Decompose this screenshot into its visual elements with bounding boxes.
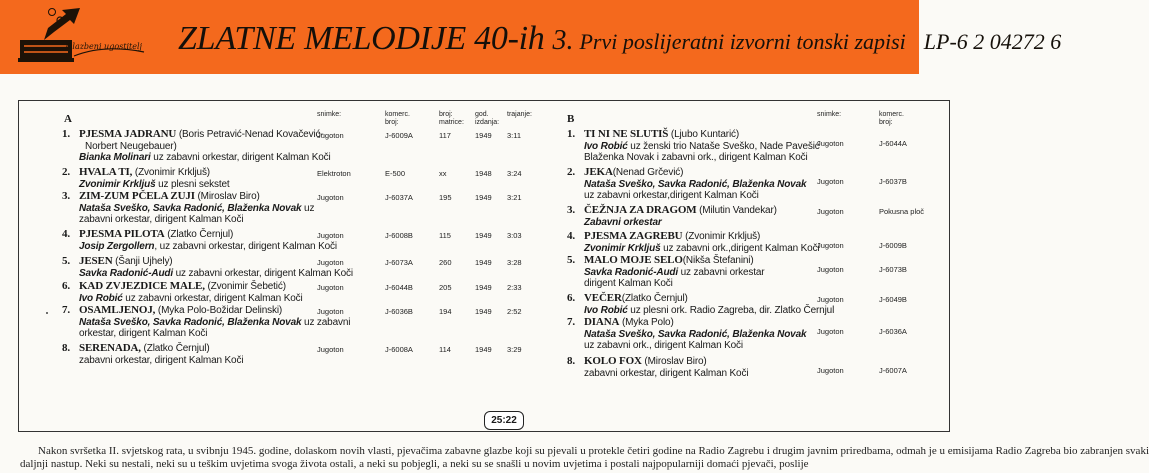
track-body: [79, 305, 350, 340]
header-banner: [0, 0, 1062, 74]
track-title: VEČER: [584, 292, 622, 304]
track-performer: Nataša Sveško, Savka Radonić, Blaženka Novak: [79, 202, 302, 214]
track-number: 3.: [62, 190, 70, 202]
col-snimke-a: snimke:: [317, 111, 342, 118]
matrix-number: 117: [439, 131, 451, 140]
release-year: 1949: [475, 231, 492, 240]
track-performer: Nataša Sveško, Savka Radonić, Blaženka Novak: [79, 316, 302, 328]
track-title: PJESMA PILOTA: [79, 228, 165, 240]
track-credits-continued: zabavni orkestar, dirigent Kalman Koči: [584, 367, 749, 379]
track-title: JEKA: [584, 166, 613, 178]
track-body: [584, 231, 820, 254]
track-duration: 3:21: [507, 193, 522, 202]
track-accompaniment-continued: zabavni orkestar, dirigent Kalman Koči: [79, 214, 244, 225]
record-label: Jugoton: [317, 131, 344, 140]
track-accompaniment-continued: uz zabavni ork., dirigent Kalman Koči: [584, 340, 743, 351]
release-year: 1949: [475, 307, 492, 316]
track-performer: Zvonimir Krkljuš: [79, 178, 156, 190]
track-credits: (Nenad Grčević): [612, 167, 684, 178]
track-title: KAD ZVJEZDICE MALE,: [79, 280, 205, 292]
track-title-line: [584, 356, 748, 368]
track-title: TI NI NE SLUTIŠ: [584, 128, 669, 140]
track-body: [79, 281, 303, 304]
record-label: Elektroton: [317, 169, 351, 178]
record-label: Jugoton: [317, 258, 344, 267]
track-accompaniment: uz zabavni orkestar, dirigent Kalman Koči: [150, 152, 331, 163]
track-duration: 3:03: [507, 231, 522, 240]
track-number: 7.: [567, 316, 575, 328]
record-label: Jugoton: [817, 295, 844, 304]
track-accompaniment: uz plesni ork. Radio Zagreba, dir. Zlatko Černjul: [627, 304, 835, 316]
liner-notes-line-1: Nakon svršetka II. svjetskog rata, u svibnju 1945. godine, dolaskom novih vlasti, pjevačima zabavne glazbe koji su pjevali u protekle četiri godine na Radio Zagrebu i drugim javnim priredbama, odmah je u emisijama Radio Zagreba bio zabranjen svaki: [38, 445, 1149, 457]
catalog-number: J-6044A: [879, 139, 907, 148]
track-body: [584, 167, 806, 202]
track-body: [584, 317, 806, 352]
matrix-number: 114: [439, 345, 451, 354]
release-year: 1949: [475, 283, 492, 292]
catalog-number: Pokusna ploč: [879, 207, 925, 216]
title-volume: 3.: [552, 25, 574, 56]
catalog-number: J-6036B: [385, 307, 413, 316]
track-title-line: [584, 293, 834, 305]
track-performer-line: [79, 203, 314, 215]
track-duration: 3:24: [507, 169, 522, 178]
track-performer-line: [584, 305, 834, 317]
catalog-number: J-6009B: [879, 241, 907, 250]
liner-notes-line-2: daljnji nastup. Neki su nestali, neki su u teškim uvjetima svoga života ostali, a neki su pobjegli, a neki su se snašli u novim uvjetima i postali najpopularniji domaći pjevači, poslije: [20, 458, 809, 470]
title-main: ZLATNE MELODIJE 40-ih: [178, 20, 545, 57]
catalog-number: J-6036A: [879, 327, 907, 336]
track-performer-line: [584, 217, 777, 229]
release-year: 1948: [475, 169, 492, 178]
track-title: HVALA TI,: [79, 166, 133, 178]
record-label: Jugoton: [317, 283, 344, 292]
track-number: 2.: [62, 166, 70, 178]
catalog-number: J-6073B: [879, 265, 907, 274]
track-title-line: [79, 167, 230, 179]
track-title-line: [79, 343, 243, 355]
track-credits: (Zvonimir Krkljuš): [682, 231, 761, 242]
track-performer: Ivo Robić: [79, 292, 123, 304]
release-year: 1949: [475, 131, 492, 140]
track-performer-line: [79, 241, 337, 253]
matrix-number: 205: [439, 283, 452, 292]
record-label: Jugoton: [817, 265, 844, 274]
matrix-number: 115: [439, 231, 451, 240]
track-title-line: [79, 281, 303, 293]
track-body: [584, 255, 765, 290]
record-label: Jugoton: [817, 241, 844, 250]
track-body: [79, 129, 331, 164]
track-performer: Savka Radonić-Audi: [584, 266, 678, 278]
track-number: 8.: [567, 355, 575, 367]
col-snimke-b: snimke:: [817, 111, 842, 118]
track-accompaniment: uz: [301, 202, 315, 214]
record-label: Jugoton: [317, 345, 344, 354]
catalog-number: J-6037A: [385, 193, 413, 202]
track-number: 3.: [567, 204, 575, 216]
track-performer: Bianka Molinari: [79, 152, 151, 163]
track-performer-line: [584, 243, 820, 255]
track-duration: 2:33: [507, 283, 522, 292]
track-credits: (Myka Polo-Božidar Delinski): [155, 305, 283, 316]
track-performer-line: [584, 329, 806, 341]
track-title: ČEŽNJA ZA DRAGOM: [584, 204, 697, 216]
matrix-number: 194: [439, 307, 452, 316]
record-label: Jugoton: [817, 207, 844, 216]
track-number: 7.: [62, 304, 70, 316]
track-number: 1.: [567, 128, 575, 140]
gramophone-logo-icon: [14, 6, 154, 68]
record-label: Jugoton: [317, 307, 344, 316]
record-label: Jugoton: [817, 139, 844, 148]
track-title-line: [79, 305, 350, 317]
track-accompaniment: uz zabavni ork.,dirigent Kalman Koči: [660, 242, 820, 254]
track-number: 1.: [62, 128, 70, 140]
track-performer-line: [584, 267, 765, 279]
catalog-number: J-6008B: [385, 231, 413, 240]
track-credits: (Zlatko Černjul): [621, 293, 688, 304]
record-label: Jugoton: [317, 231, 344, 240]
track-accompaniment: uz plesni sekstet: [155, 178, 230, 190]
release-year: 1949: [475, 345, 492, 354]
track-body: [584, 356, 748, 379]
col-trajanje-a: trajanje:: [507, 111, 532, 118]
side-b-label: B: [567, 113, 575, 125]
total-duration-badge: 25:22: [484, 411, 524, 430]
matrix-number: xx: [439, 169, 447, 178]
track-title-line: [584, 317, 806, 329]
track-body: [79, 256, 353, 279]
album-title: [178, 20, 1061, 58]
track-title: DIANA: [584, 316, 620, 328]
track-accompaniment: , uz zabavni orkestar, dirigent Kalman Koči: [154, 240, 337, 252]
track-title: ZIM-ZUM PČELA ZUJI: [79, 190, 195, 202]
track-title-line: [79, 129, 331, 141]
track-body: [79, 229, 337, 252]
track-credits-continued: zabavni orkestar, dirigent Kalman Koči: [79, 354, 244, 366]
track-number: 6.: [62, 280, 70, 292]
track-credits-continued: Norbert Neugebauer): [85, 140, 177, 152]
track-accompaniment: uz ženski trio Nataše Sveško, Nade Pavešić: [627, 140, 820, 152]
track-credits: (Milutin Vandekar): [696, 205, 777, 216]
track-number: 2.: [567, 166, 575, 178]
track-performer-line: [79, 152, 331, 164]
catalog-number: J-6073A: [385, 258, 413, 267]
release-year: 1949: [475, 258, 492, 267]
track-title: OSAMLJENOJ,: [79, 304, 156, 316]
track-body: [584, 293, 834, 316]
track-accompaniment-continued: orkestar, dirigent Kalman Koči: [79, 328, 208, 339]
track-title-line: [79, 256, 353, 268]
track-credits: (Miroslav Biro): [641, 356, 707, 367]
track-title-line: [584, 255, 765, 267]
track-title-line: [79, 191, 314, 203]
track-credits: (Šanji Ujhely): [112, 256, 173, 267]
track-title-line: [584, 129, 820, 141]
track-duration: 3:29: [507, 345, 522, 354]
track-performer-line: [584, 141, 820, 153]
track-accompaniment: uz zabavni orkestar, dirigent Kalman Koči: [122, 292, 303, 304]
track-performer-line: [79, 317, 350, 329]
track-credits: (Zlatko Černjul): [164, 229, 234, 240]
track-number: 4.: [62, 228, 70, 240]
track-performer: Ivo Robić: [584, 140, 628, 152]
track-performer: Josip Zergollern: [79, 240, 155, 252]
track-duration: 2:52: [507, 307, 522, 316]
track-title-line: [584, 167, 806, 179]
track-credits: (Zlatko Černjul): [140, 343, 210, 354]
track-number: 8.: [62, 342, 70, 354]
track-title: KOLO FOX: [584, 355, 642, 367]
logo-brand-text: Glazbeni ugostitelj: [66, 42, 142, 51]
track-accompaniment: uz zabavni: [301, 316, 351, 328]
track-title: PJESMA ZAGREBU: [584, 230, 683, 242]
bullet-mark: [46, 312, 48, 314]
track-accompaniment-continued: dirigent Kalman Koči: [584, 278, 673, 289]
record-label: Jugoton: [317, 193, 344, 202]
matrix-number: 195: [439, 193, 452, 202]
track-performer-line: [584, 179, 806, 191]
release-year: 1949: [475, 193, 492, 202]
catalog-number: J-6037B: [879, 177, 907, 186]
track-title-line: [584, 231, 820, 243]
matrix-number: 260: [439, 258, 452, 267]
track-title: SERENADA,: [79, 342, 141, 354]
title-subtitle: Prvi poslijeratni izvorni tonski zapisi: [579, 29, 906, 54]
tracklist-panel: [18, 100, 950, 432]
track-performer: Ivo Robić: [584, 304, 628, 316]
track-duration: 3:28: [507, 258, 522, 267]
track-credits: (Myka Polo): [619, 317, 674, 328]
track-body: [79, 343, 243, 366]
track-accompaniment-continued: uz zabavni orkestar,dirigent Kalman Koči: [584, 190, 759, 201]
track-performer-line: [79, 293, 303, 305]
track-title: PJESMA JADRANU: [79, 128, 177, 140]
track-accompaniment: uz zabavni orkestar: [678, 266, 765, 278]
track-accompaniment-continued: Blaženka Novak i zabavni ork., dirigent Kalman Koči: [584, 152, 808, 163]
track-number: 4.: [567, 230, 575, 242]
track-duration: 3:11: [507, 131, 522, 140]
track-performer: Zvonimir Krkljuš: [584, 242, 661, 254]
catalog-number: J-6009A: [385, 131, 413, 140]
track-performer: Zabavni orkestar: [584, 216, 662, 228]
track-body: [584, 205, 777, 228]
col-matrice-a: broj: matrice:: [439, 111, 464, 126]
record-label: Jugoton: [817, 177, 844, 186]
track-performer-line: [79, 179, 230, 191]
track-credits: (Ljubo Kuntarić): [668, 129, 740, 140]
track-credits: (Boris Petravić-Nenad Kovačević-: [176, 129, 324, 140]
track-credits: (Nikša Štefanini): [682, 255, 754, 266]
track-title-line: [79, 229, 337, 241]
catalog-number: E-500: [385, 169, 406, 178]
col-komerc-b: komerc. broj:: [879, 111, 904, 126]
track-performer: Nataša Sveško, Savka Radonić, Blaženka Novak: [584, 178, 807, 190]
track-title: MALO MOJE SELO: [584, 254, 683, 266]
track-credits: (Zvonimir Krkljuš): [132, 167, 210, 178]
track-body: [584, 129, 820, 164]
catalog-number: J-6044B: [385, 283, 413, 292]
track-number: 5.: [62, 255, 70, 267]
track-body: [79, 167, 230, 190]
track-performer: Nataša Sveško, Savka Radonić, Blaženka Novak: [584, 328, 807, 340]
track-performer: Savka Radonić-Audi: [79, 267, 173, 279]
col-komerc-a: komerc. broj:: [385, 111, 410, 126]
track-performer-line: [79, 268, 353, 280]
catalog-number: J-6008A: [385, 345, 413, 354]
track-title-line: [584, 205, 777, 217]
catalog-number: J-6049B: [879, 295, 907, 304]
track-credits: (Zvonimir Šebetić): [204, 281, 286, 292]
side-a-label: A: [64, 113, 72, 125]
track-number: 5.: [567, 254, 575, 266]
track-credits: (Miroslav Biro): [194, 191, 260, 202]
liner-notes: [20, 445, 1149, 471]
track-accompaniment: uz zabavni orkestar, dirigent Kalman Koči: [173, 267, 353, 279]
record-label: Jugoton: [817, 327, 844, 336]
track-body: [79, 191, 314, 226]
title-catalog-number: LP-6 2 04272 6: [923, 29, 1062, 54]
record-label: Jugoton: [817, 366, 844, 375]
track-number: 6.: [567, 292, 575, 304]
catalog-number: J-6007A: [879, 366, 907, 375]
col-god-a: god. izdanja:: [475, 111, 500, 126]
track-title: JESEN: [79, 255, 113, 267]
